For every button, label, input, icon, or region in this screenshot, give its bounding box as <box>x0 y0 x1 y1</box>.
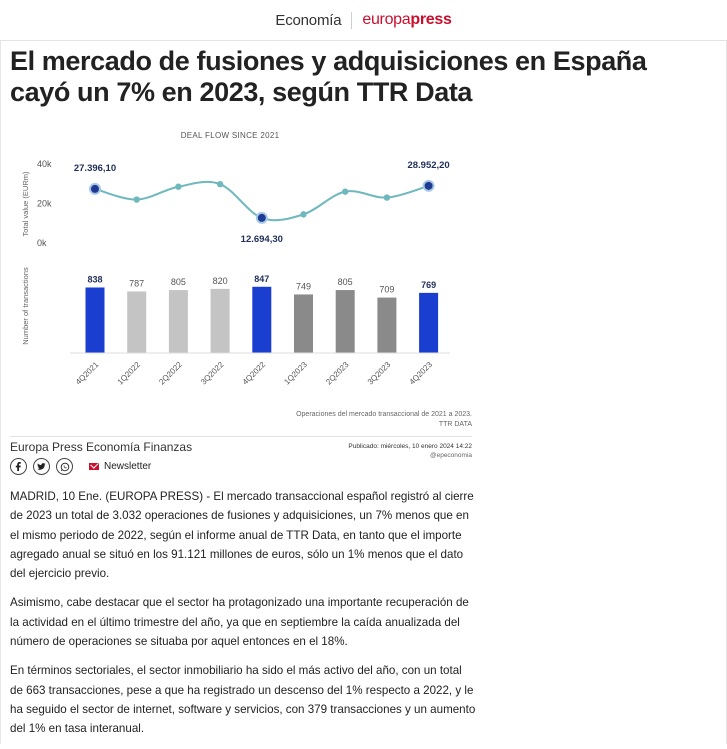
bar-data-label: 805 <box>337 277 353 288</box>
line-point <box>300 211 306 217</box>
divider <box>10 436 472 437</box>
newsletter-link[interactable] <box>89 461 151 472</box>
bar-data-label: 820 <box>212 275 228 286</box>
article-body <box>10 487 476 749</box>
y-tick-label: 0k <box>37 238 47 248</box>
line-point <box>175 184 181 190</box>
line-data-label: 27.396,10 <box>73 162 117 174</box>
line-point <box>217 181 223 187</box>
bar-data-label: 847 <box>254 273 270 284</box>
bar <box>294 294 313 353</box>
caption-text: Operaciones del mercado transaccional de 2021 a 2023. <box>296 411 472 418</box>
whatsapp-icon[interactable] <box>56 458 73 475</box>
twitter-icon[interactable] <box>33 458 50 475</box>
x-tick-label: 1Q2022 <box>115 360 143 387</box>
caption-source: TTR DATA <box>438 421 472 428</box>
x-tick-label: 2Q2023 <box>324 360 351 387</box>
line-data-label: 28.952,20 <box>407 159 450 171</box>
bar <box>419 293 438 353</box>
x-tick-label: 2Q2022 <box>157 360 184 387</box>
line-data-label: 12.694,30 <box>240 233 283 245</box>
section-link[interactable]: Economía <box>275 12 352 29</box>
published-date: Publicado: miércoles, 10 enero 2024 14:22 <box>348 443 472 450</box>
bar-data-label: 749 <box>295 281 312 292</box>
x-tick-label: 3Q2022 <box>199 360 226 387</box>
line-point-highlight <box>257 213 267 223</box>
deal-flow-chart <box>10 118 475 436</box>
line-point <box>134 196 140 202</box>
paragraph: En términos sectoriales, el sector inmobiliario ha sido el más activo del año, con un total de 663 transacciones, pese a que ha registrado un descenso del 1% respecto a 2022, y le ha seguido el sector de internet, software y servicios, con 379 transacciones y un aumento del 1% en tasa interanual. <box>10 664 476 736</box>
x-tick-label: 1Q2023 <box>282 360 309 387</box>
share-bar <box>10 458 151 475</box>
bar-data-label: 769 <box>421 279 437 290</box>
twitter-handle[interactable]: @epeconomia <box>429 452 472 459</box>
paragraph: Asimismo, cabe destacar que el sector ha protagonizado una importante recuperación de la actividad en el último trimestre del año, ya que en septiembre la caída anualizada del número de operaciones se situaba por aquel entonces en el 18%. <box>10 596 469 649</box>
bar <box>377 298 396 353</box>
bar-axis-label: Number of transactions <box>21 267 30 345</box>
deal-flow-chart-svg <box>10 118 475 418</box>
bar <box>169 290 188 353</box>
bar <box>252 287 271 353</box>
x-tick-label: 4Q2021 <box>73 360 101 387</box>
article-title: El mercado de fusiones y adquisiciones en España cayó un 7% en 2023, según TTR Data <box>10 46 647 107</box>
x-tick-label: 3Q2023 <box>365 360 393 387</box>
mail-icon <box>89 463 99 470</box>
byline: Europa Press Economía Finanzas <box>10 440 193 454</box>
top-bar <box>0 0 727 41</box>
chart-title: DEAL FLOW SINCE 2021 <box>180 131 280 140</box>
image-caption <box>230 410 472 430</box>
x-tick-label: 4Q2022 <box>240 360 268 387</box>
line-point <box>384 194 390 200</box>
bar-data-label: 709 <box>379 284 395 295</box>
bar <box>211 289 230 353</box>
line-point <box>342 188 348 194</box>
paragraph: MADRID, 10 Ene. (EUROPA PRESS) - El mercado transaccional español registró al cierre de 2023 un total de 3.032 operaciones de fusiones y adquisiciones, un 7% menos que en el mismo periodo de 2022, según el informe anual de TTR Data, en tanto que el importe agregado anual se situó en los 91.121 millones de euros, sólo un 1% menos que el dato del ejercicio previo. <box>10 490 474 581</box>
bar-data-label: 805 <box>170 277 186 288</box>
newsletter-label: Newsletter <box>104 461 152 472</box>
bar <box>86 287 105 353</box>
bar-data-label: 787 <box>129 278 145 289</box>
line-axis-label: Total value (EURm) <box>21 171 30 237</box>
line-point-highlight <box>424 181 434 191</box>
europapress-logo[interactable]: europapress <box>362 11 452 28</box>
bar <box>127 291 146 353</box>
y-tick-label: 40k <box>37 159 52 169</box>
x-tick-label: 4Q2023 <box>407 360 435 387</box>
publication-info <box>300 442 472 460</box>
bar <box>336 290 355 353</box>
y-tick-label: 20k <box>37 198 52 209</box>
bar-data-label: 838 <box>87 274 103 285</box>
line-point-highlight <box>90 184 100 194</box>
facebook-icon[interactable] <box>10 458 27 475</box>
